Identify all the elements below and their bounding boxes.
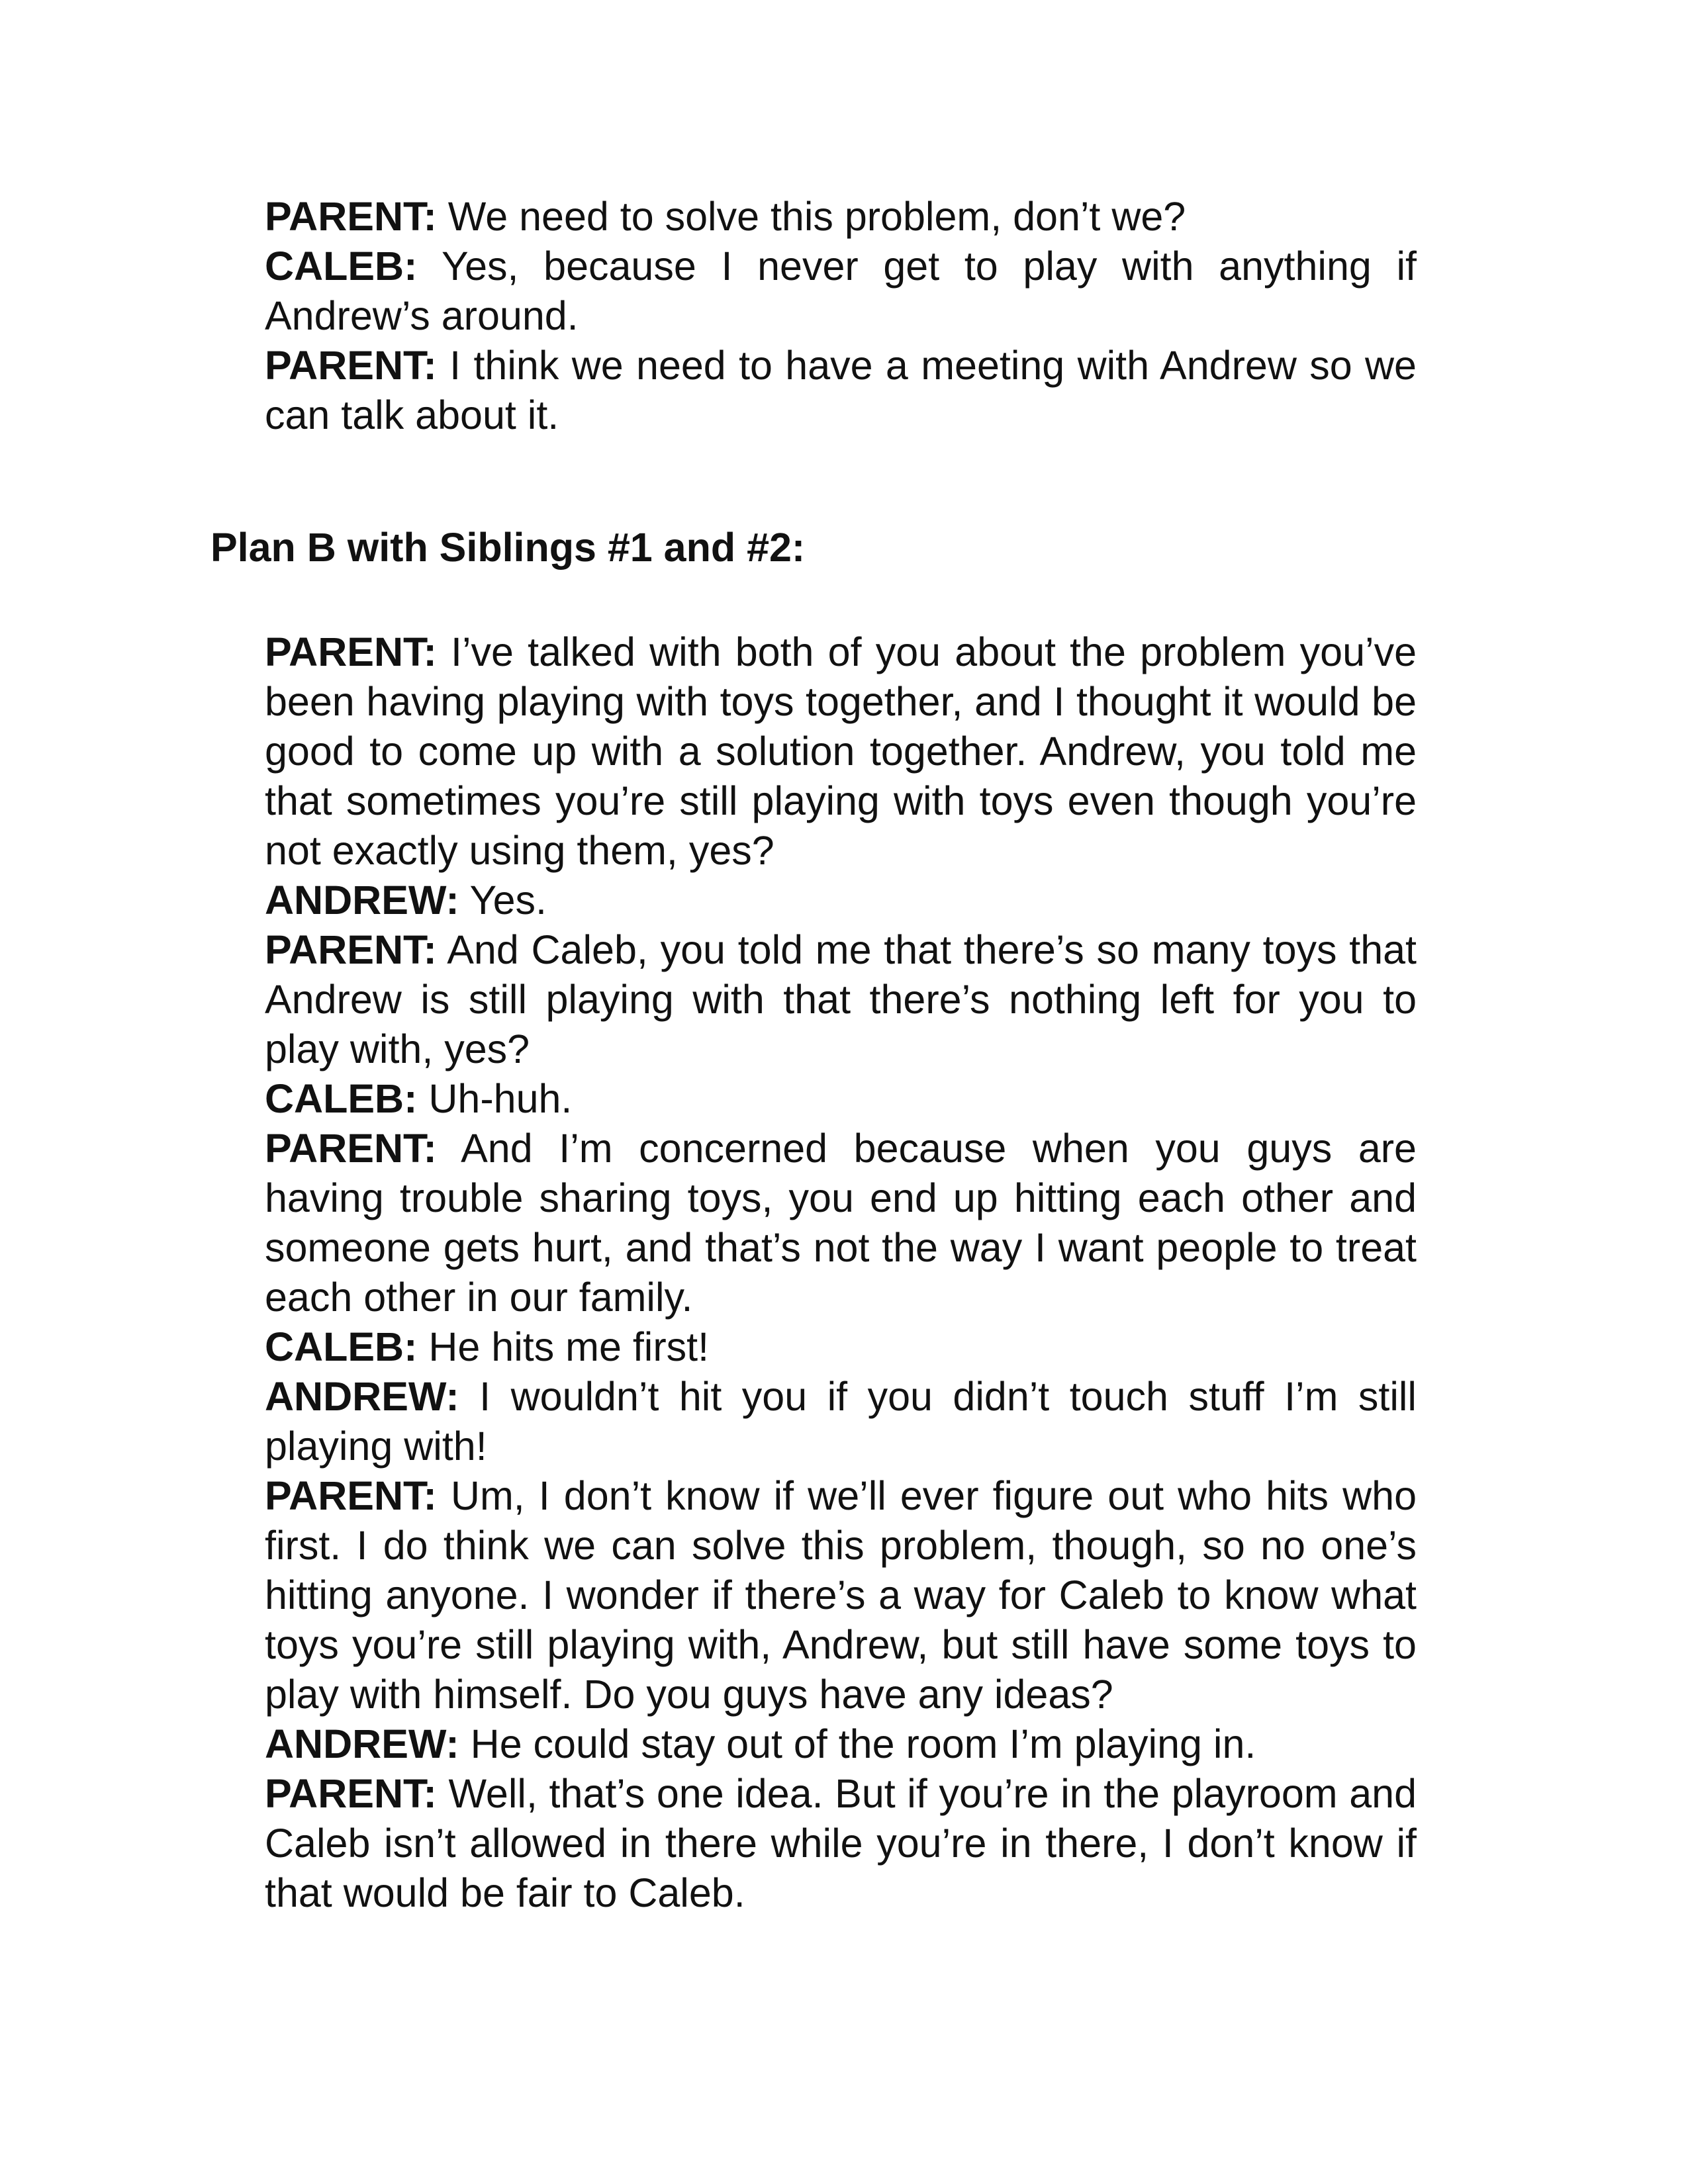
dialogue-line [265,341,1417,440]
dialogue-block-2 [265,627,1417,1918]
speaker-label: PARENT: [265,1126,437,1171]
dialogue-text: And Caleb, you told me that there’s so many toys that Andrew is still playing with that there’s nothing left for you to play with, yes? [265,927,1417,1071]
speaker-label: ANDREW: [265,1374,459,1419]
dialogue-block-1 [265,192,1417,440]
dialogue-line [265,925,1417,1074]
speaker-label: PARENT: [265,1473,437,1518]
speaker-label: PARENT: [265,927,437,972]
dialogue-text: I wouldn’t hit you if you didn’t touch stuff I’m still playing with! [265,1374,1417,1469]
speaker-label: PARENT: [265,194,437,239]
speaker-label: CALEB: [265,244,418,289]
speaker-label: ANDREW: [265,1721,459,1766]
speaker-label: CALEB: [265,1324,418,1369]
speaker-label: ANDREW: [265,878,459,923]
dialogue-line [265,1769,1417,1918]
dialogue-text: Well, that’s one idea. But if you’re in the playroom and Caleb isn’t allowed in there while you’re in there, I don’t know if that would be fair to Caleb. [265,1771,1417,1915]
dialogue-line [265,1719,1417,1769]
dialogue-text: He hits me first! [417,1324,710,1369]
section-heading: Plan B with Siblings #1 and #2: [211,525,806,570]
dialogue-text: I’ve talked with both of you about the problem you’ve been having playing with toys together, and I thought it would be good to come up with a solution together. Andrew, you told me that sometimes you’re still playing with toys even though you’re not exactly using them, yes? [265,629,1417,873]
dialogue-line [265,1322,1417,1372]
dialogue-line [265,1471,1417,1719]
dialogue-line [265,1372,1417,1471]
dialogue-text: We need to solve this problem, don’t we? [436,194,1186,239]
dialogue-line [265,1074,1417,1124]
dialogue-text: I think we need to have a meeting with Andrew so we can talk about it. [265,343,1417,437]
speaker-label: CALEB: [265,1076,418,1121]
dialogue-text: He could stay out of the room I’m playing in. [459,1721,1256,1766]
dialogue-text: Yes. [459,878,547,923]
dialogue-line [265,627,1417,876]
dialogue-text: Yes, because I never get to play with anything if Andrew’s around. [265,244,1417,338]
dialogue-line [265,192,1417,242]
dialogue-line [265,242,1417,341]
speaker-label: PARENT: [265,1771,437,1816]
dialogue-line [265,1124,1417,1322]
speaker-label: PARENT: [265,629,437,674]
dialogue-text: And I’m concerned because when you guys are having trouble sharing toys, you end up hitting each other and someone gets hurt, and that’s not the way I want people to treat each other in our family. [265,1126,1417,1320]
dialogue-line [265,876,1417,925]
dialogue-text: Um, I don’t know if we’ll ever figure out who hits who first. I do think we can solve this problem, though, so no one’s hitting anyone. I wonder if there’s a way for Caleb to know what toys you’re still playing with, Andrew, but still have some toys to play with himself. Do you guys have any ideas? [265,1473,1417,1717]
dialogue-text: Uh-huh. [417,1076,573,1121]
speaker-label: PARENT: [265,343,437,388]
